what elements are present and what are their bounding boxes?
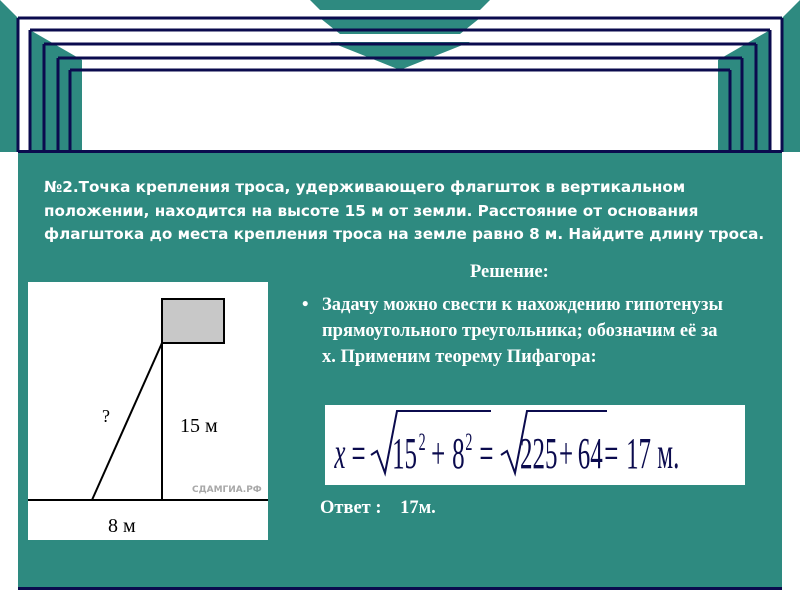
formula-x: x xyxy=(334,428,346,478)
formula-plus-2: + xyxy=(559,428,574,478)
watermark: СДАМГИА.РФ xyxy=(192,485,262,495)
base-label: 8 м xyxy=(108,515,136,537)
answer-label: Ответ : xyxy=(320,498,382,518)
flagpole-figure xyxy=(28,282,268,540)
formula-sum-b: 64 xyxy=(577,428,603,478)
formula-sum-a: 225 xyxy=(520,428,558,478)
solution-text: Задачу можно свести к нахождению гипотенузы прямоугольного треугольника; обозначим её за х. Применим теорему Пифагора: xyxy=(322,295,723,367)
formula-unit: м. xyxy=(657,428,680,478)
formula-eq-2: = xyxy=(479,428,494,478)
formula-a-exp: 2 xyxy=(418,428,426,456)
formula-eq-3: = xyxy=(604,428,619,478)
height-label: 15 м xyxy=(180,415,218,437)
answer-value: 17м. xyxy=(400,498,436,518)
formula-plus-1: + xyxy=(431,428,446,478)
formula-result: 17 xyxy=(626,428,652,478)
solution-title: Решение: xyxy=(470,262,549,282)
pythagoras-formula xyxy=(325,405,745,485)
answer-line xyxy=(320,498,436,519)
bullet-icon: • xyxy=(302,295,309,315)
formula-b-exp: 2 xyxy=(465,428,473,456)
formula-a: 15 xyxy=(392,428,418,478)
formula-b: 8 xyxy=(452,428,465,478)
flag xyxy=(162,299,224,343)
problem-text: №2.Точка крепления троса, удерживающего флагшток в вертикальном положении, находится на высоте 15 м от земли. Расстояние от основания флагштока до места крепления троса на земле равно 8 м. Найдите длину троса. xyxy=(44,178,765,243)
question-label: ? xyxy=(102,406,110,426)
formula-eq-1: = xyxy=(351,428,366,478)
solution-bullet xyxy=(302,292,732,370)
